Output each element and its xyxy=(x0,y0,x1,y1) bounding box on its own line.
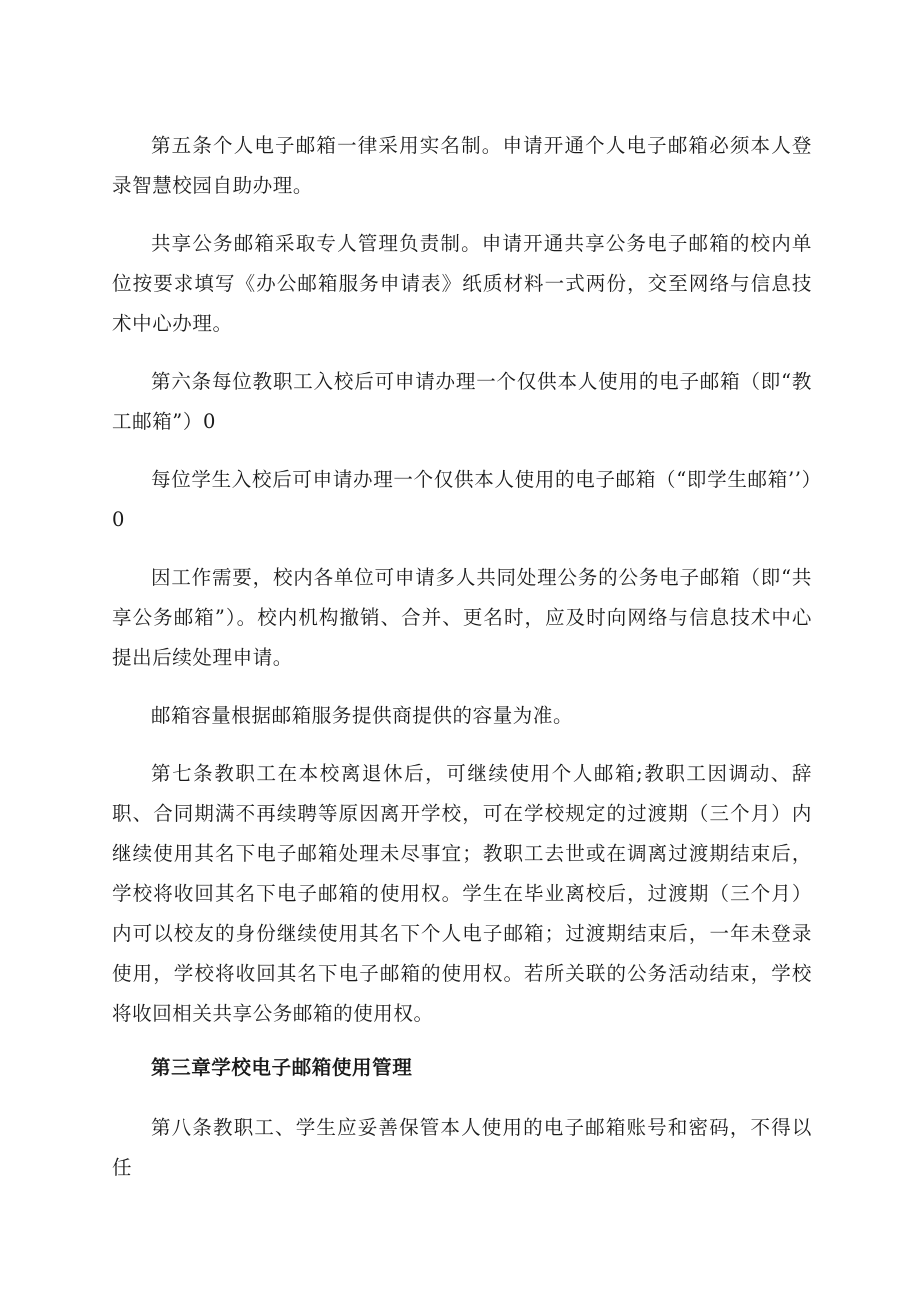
chapter-heading: 第三章学校电子邮箱使用管理 xyxy=(151,1056,413,1079)
paragraph-article-6: 第六条每位教职工入校后可申请办理一个仅供本人使用的电子邮箱（即“教工邮箱”）0 xyxy=(112,370,812,433)
paragraph-student-mailbox: 每位学生入校后可申请办理一个仅供本人使用的电子邮箱（“即学生邮箱’’）0 xyxy=(112,468,812,531)
paragraph-unit-mailbox: 因工作需要，校内各单位可申请多人共同处理公务的公务电子邮箱（即“共享公务邮箱”）。校内机构撤销、合并、更名时，应及时向网络与信息技术中心提出后续处理申请。 xyxy=(112,566,812,669)
paragraph-article-8: 第八条教职工、学生应妥善保管本人使用的电子邮箱账号和密码，不得以任 xyxy=(112,1116,812,1179)
paragraph-shared-mailbox: 共享公务邮箱采取专人管理负责制。申请开通共享公务电子邮箱的校内单位按要求填写《办公邮箱服务申请表》纸质材料一式两份，交至网络与信息技术中心办理。 xyxy=(112,232,812,335)
paragraph-article-7: 第七条教职工在本校离退休后，可继续使用个人邮箱;教职工因调动、辞职、合同期满不再续聘等原因离开学校，可在学校规定的过渡期（三个月）内继续使用其名下电子邮箱处理未尽事宜；教职工去世或在调离过渡期结束后，学校将收回其名下电子邮箱的使用权。学生在毕业离校后，过渡期（三个月）内可以校友的身份继续使用其名下个人电子邮箱；过渡期结束后，一年未登录使用，学校将收回其名下电子邮箱的使用权。若所关联的公务活动结束，学校将收回相关共享公务邮箱的使用权。 xyxy=(112,762,812,1025)
paragraph-capacity: 邮箱容量根据邮箱服务提供商提供的容量为准。 xyxy=(151,704,574,727)
paragraph-article-5: 第五条个人电子邮箱一律采用实名制。申请开通个人电子邮箱必须本人登录智慧校园自助办理。 xyxy=(112,134,812,197)
